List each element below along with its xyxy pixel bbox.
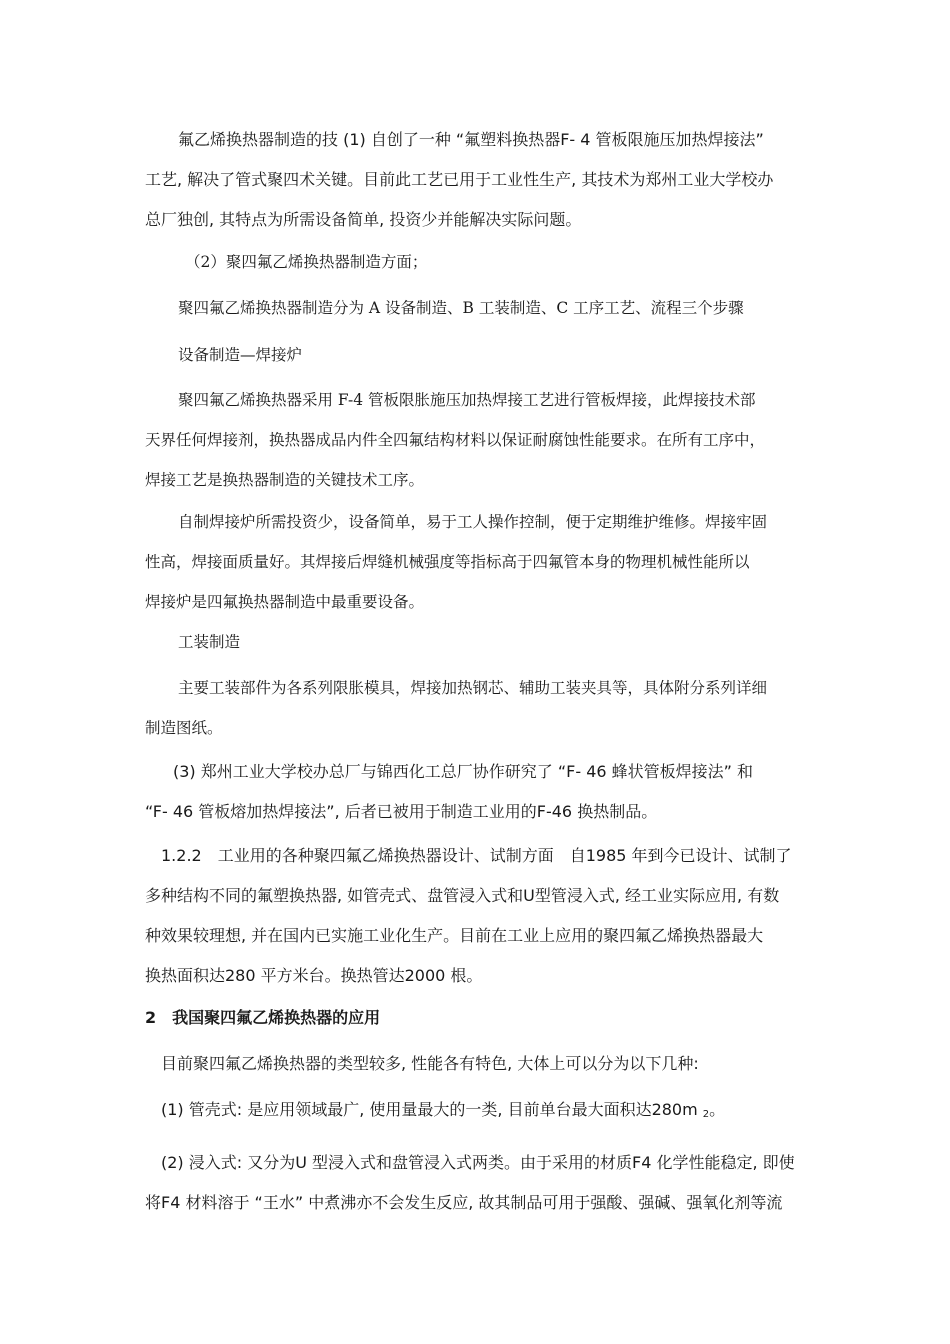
subheading-equipment: 设备制造—焊接炉 [178, 346, 303, 364]
text-line: (3) 郑州工业大学校办总厂与锦西化工总厂协作研究了 “F- 46 蜂状管板焊接法” 和 [173, 762, 754, 781]
text-line: 工艺, 解决了管式聚四术关键。目前此工艺已用于工业性生产, 其技术为郑州工业大学校办 [145, 170, 774, 189]
subheading-tooling: 工装制造 [178, 633, 241, 651]
list-item-shell-tube [145, 1090, 821, 1135]
superscript: 2 [702, 1109, 710, 1120]
text-line: 焊接工艺是换热器制造的关键技术工序。 [145, 471, 425, 489]
text-line: 自制焊接炉所需投资少，设备简单，易于工人操作控制，便于定期维护维修。焊接牢固 [178, 513, 768, 531]
text-line: “F- 46 管板熔加热焊接法”, 后者已被用于制造工业用的F-46 换热制品。 [145, 802, 658, 821]
paragraph-welding-furnace [145, 502, 805, 622]
text-line: 1.2.2 工业用的各种聚四氟乙烯换热器设计、试制方面 自1985 年到今已设计、试制了 [161, 846, 792, 865]
section-heading-applications: 2 我国聚四氟乙烯换热器的应用 [145, 1008, 381, 1027]
paragraph-types: 目前聚四氟乙烯换热器的类型较多, 性能各有特色, 大体上可以分为以下几种: [161, 1054, 699, 1073]
paragraph-welding-method [145, 120, 805, 240]
paragraph-design-trial [145, 836, 805, 996]
text-line: 将F4 材料溶于 “王水” 中煮沸亦不会发生反应, 故其制品可用于强酸、强碱、强氧化剂等流 [145, 1193, 783, 1212]
text-line: 性高，焊接面质量好。其焊接后焊缝机械强度等指标高于四氟管本身的物理机械性能所以 [145, 553, 750, 571]
text-line: 聚四氟乙烯换热器采用 F-4 管板限胀施压加热焊接工艺进行管板焊接，此焊接技术部 [178, 391, 756, 409]
paragraph-steps: 聚四氟乙烯换热器制造分为 A 设备制造、B 工装制造、C 工序工艺、流程三个步骤 [178, 299, 744, 317]
text-line: (1) 管壳式: 是应用领域最广, 使用量最大的一类, 目前单台最大面积达280m [161, 1100, 703, 1119]
list-item-immersion [145, 1143, 805, 1223]
text-line: 焊接炉是四氟换热器制造中最重要设备。 [145, 593, 425, 611]
text-line: 天界任何焊接剂，换热器成品内件全四氟结构材料以保证耐腐蚀性能要求。在所有工序中， [145, 431, 766, 449]
text-line: (2) 浸入式: 又分为U 型浸入式和盘管浸入式两类。由于采用的材质F4 化学性能稳定, 即使 [161, 1153, 795, 1172]
text-line: 换热面积达280 平方米台。换热管达2000 根。 [145, 966, 483, 985]
text-line: 制造图纸。 [145, 719, 223, 737]
text-line: 总厂独创, 其特点为所需设备简单, 投资少并能解决实际问题。 [145, 210, 582, 229]
text-line: 氟乙烯换热器制造的技 (1) 自创了一种 “氟塑料换热器F- 4 管板限施压加热焊接法” [178, 130, 764, 149]
text-line: 。 [709, 1100, 726, 1119]
paragraph-tooling [145, 668, 805, 748]
text-line: 多种结构不同的氟塑换热器, 如管壳式、盘管浸入式和U型管浸入式, 经工业实际应用, 有数 [145, 886, 780, 905]
paragraph-welding-process [145, 380, 805, 500]
text-line: 种效果较理想, 并在国内已实施工业化生产。目前在工业上应用的聚四氟乙烯换热器最大 [145, 926, 764, 945]
section-heading-manufacturing: （2）聚四氟乙烯换热器制造方面； [185, 253, 428, 271]
text-line: 主要工装部件为各系列限胀模具，焊接加热钢芯、辅助工装夹具等，具体附分系列详细 [178, 679, 768, 697]
paragraph-cooperation [145, 752, 805, 832]
